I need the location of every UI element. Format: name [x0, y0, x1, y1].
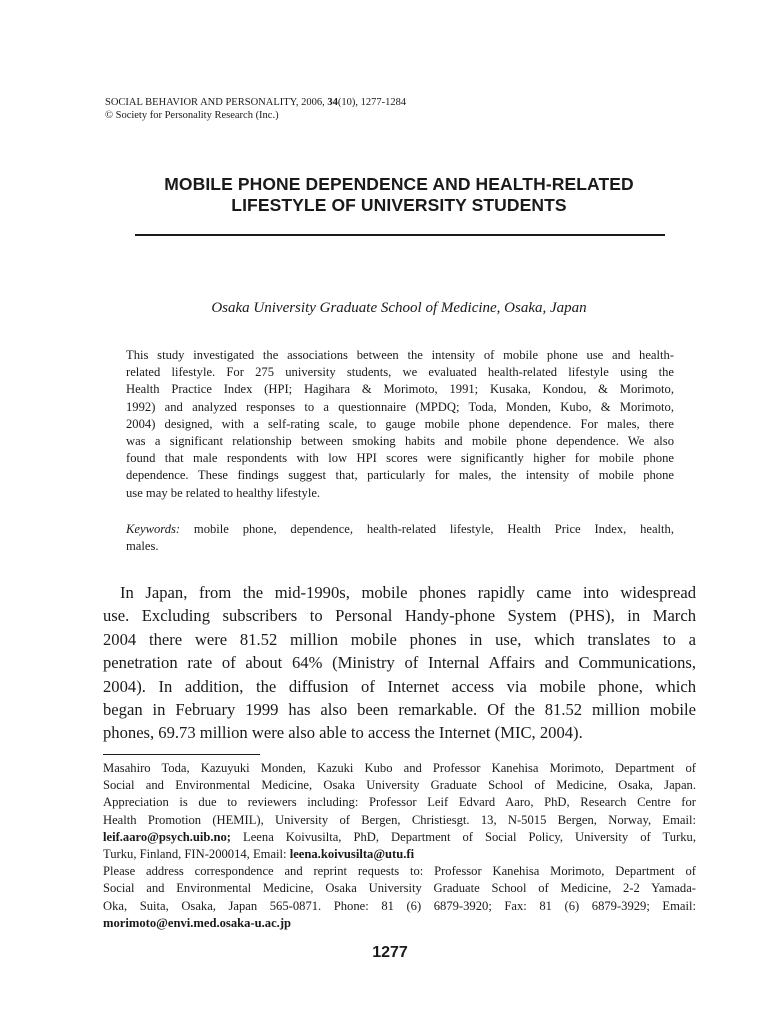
journal-citation	[105, 96, 705, 109]
title-line-2: LIFESTYLE OF UNIVERSITY STUDENTS	[231, 195, 567, 215]
keywords-line	[126, 521, 674, 538]
body-line: 2004 there were 81.52 million mobile phones in use, which translates to a	[103, 629, 696, 649]
email-link[interactable]: leif.aaro@psych.uib.no;	[103, 829, 231, 844]
footnote-line	[103, 846, 696, 863]
footnote-line	[103, 915, 696, 932]
journal-name: SOCIAL BEHAVIOR AND PERSONALITY, 2006,	[105, 97, 328, 108]
footnote-line: Oka, Suita, Osaka, Japan 565-0871. Phone: 81 (6) 6879-3920; Fax: 81 (6) 6879-3929; Email:	[103, 898, 696, 913]
abstract-line: 1992) and analyzed responses to a questionnaire (MPDQ; Toda, Monden, Kubo, & Morimoto,	[126, 399, 674, 414]
footnote-line	[103, 829, 696, 846]
footnote-line: Masahiro Toda, Kazuyuki Monden, Kazuki Kubo and Professor Kanehisa Morimoto, Department of	[103, 761, 696, 775]
body-line: phones, 69.73 million were also able to access the Internet (MIC, 2004).	[103, 723, 583, 743]
title-line-1: MOBILE PHONE DEPENDENCE AND HEALTH-RELATED	[164, 174, 634, 194]
keywords-label: Keywords:	[126, 522, 181, 536]
abstract-line: found that male respondents with low HPI scores were significantly higher for mobile phone	[126, 451, 674, 466]
journal-issue-pages: (10), 1277-1284	[337, 97, 407, 108]
abstract-line: use may be related to healthy lifestyle.	[126, 485, 321, 500]
abstract-line: dependence. These findings suggest that, particularly for males, the intensity of mobile phone	[126, 468, 674, 483]
keywords-list: mobile phone, dependence, health-related lifestyle, Health Price Index, health,	[180, 522, 674, 536]
paper-title	[100, 174, 698, 216]
body-paragraph	[103, 581, 696, 745]
abstract-line: Health Practice Index (HPI; Hagihara & Morimoto, 1991; Kusaka, Kondou, & Morimoto,	[126, 382, 674, 397]
abstract-line: related lifestyle. For 275 university students, we evaluated health-related lifestyle using the	[126, 365, 674, 380]
email-link[interactable]: morimoto@envi.med.osaka-u.ac.jp	[103, 915, 292, 930]
body-line: began in February 1999 has also been remarkable. Of the 81.52 million mobile	[103, 700, 696, 720]
journal-volume: 34	[327, 97, 338, 108]
footnote-line: Health Promotion (HEMIL), University of Bergen, Christiesgt. 13, N-5015 Bergen, Norway, Email:	[103, 812, 696, 827]
keywords	[126, 521, 674, 555]
abstract-line: was a significant relationship between smoking habits and mobile phone dependence. We also	[126, 434, 674, 449]
keywords-line: males.	[126, 539, 159, 554]
footnote-text: Leena Koivusilta, PhD, Department of Social Policy, University of Turku,	[231, 829, 696, 844]
footnote-text: Turku, Finland, FIN-200014, Email:	[103, 847, 290, 862]
copyright-line: © Society for Personality Research (Inc.)	[105, 110, 279, 121]
abstract-line: This study investigated the associations between the intensity of mobile phone use and health-	[126, 348, 674, 362]
body-line: 2004). In addition, the diffusion of Internet access via mobile phone, which	[103, 676, 696, 696]
footnote-line: Social and Environmental Medicine, Osaka University Graduate School of Medicine, 2-2 Yamada-	[103, 881, 696, 896]
author-affiliation: Osaka University Graduate School of Medicine, Osaka, Japan	[211, 300, 587, 316]
title-rule	[135, 234, 665, 236]
footnote-line: Appreciation is due to reviewers including: Professor Leif Edvard Aaro, PhD, Research Centre for	[103, 795, 696, 810]
abstract-line: 2004) designed, with a self-rating scale, to gauge mobile phone dependence. For males, there	[126, 416, 674, 431]
running-head	[105, 96, 705, 122]
body-line: In Japan, from the mid-1990s, mobile phones rapidly came into widespread	[120, 583, 696, 602]
body-line: use. Excluding subscribers to Personal Handy-phone System (PHS), in March	[103, 606, 696, 626]
body-line: penetration rate of about 64% (Ministry of Internal Affairs and Communications,	[103, 653, 696, 673]
email-link[interactable]: leena.koivusilta@utu.fi	[289, 847, 415, 862]
author-footnote	[103, 760, 696, 932]
footnote-rule	[103, 754, 260, 755]
footnote-line: Please address correspondence and reprint requests to: Professor Kanehisa Morimoto, Department of	[103, 864, 696, 879]
abstract	[126, 347, 674, 502]
footnote-line: Social and Environmental Medicine, Osaka University Graduate School of Medicine, Osaka, Japan.	[103, 778, 696, 793]
page-number: 1277	[372, 944, 408, 961]
